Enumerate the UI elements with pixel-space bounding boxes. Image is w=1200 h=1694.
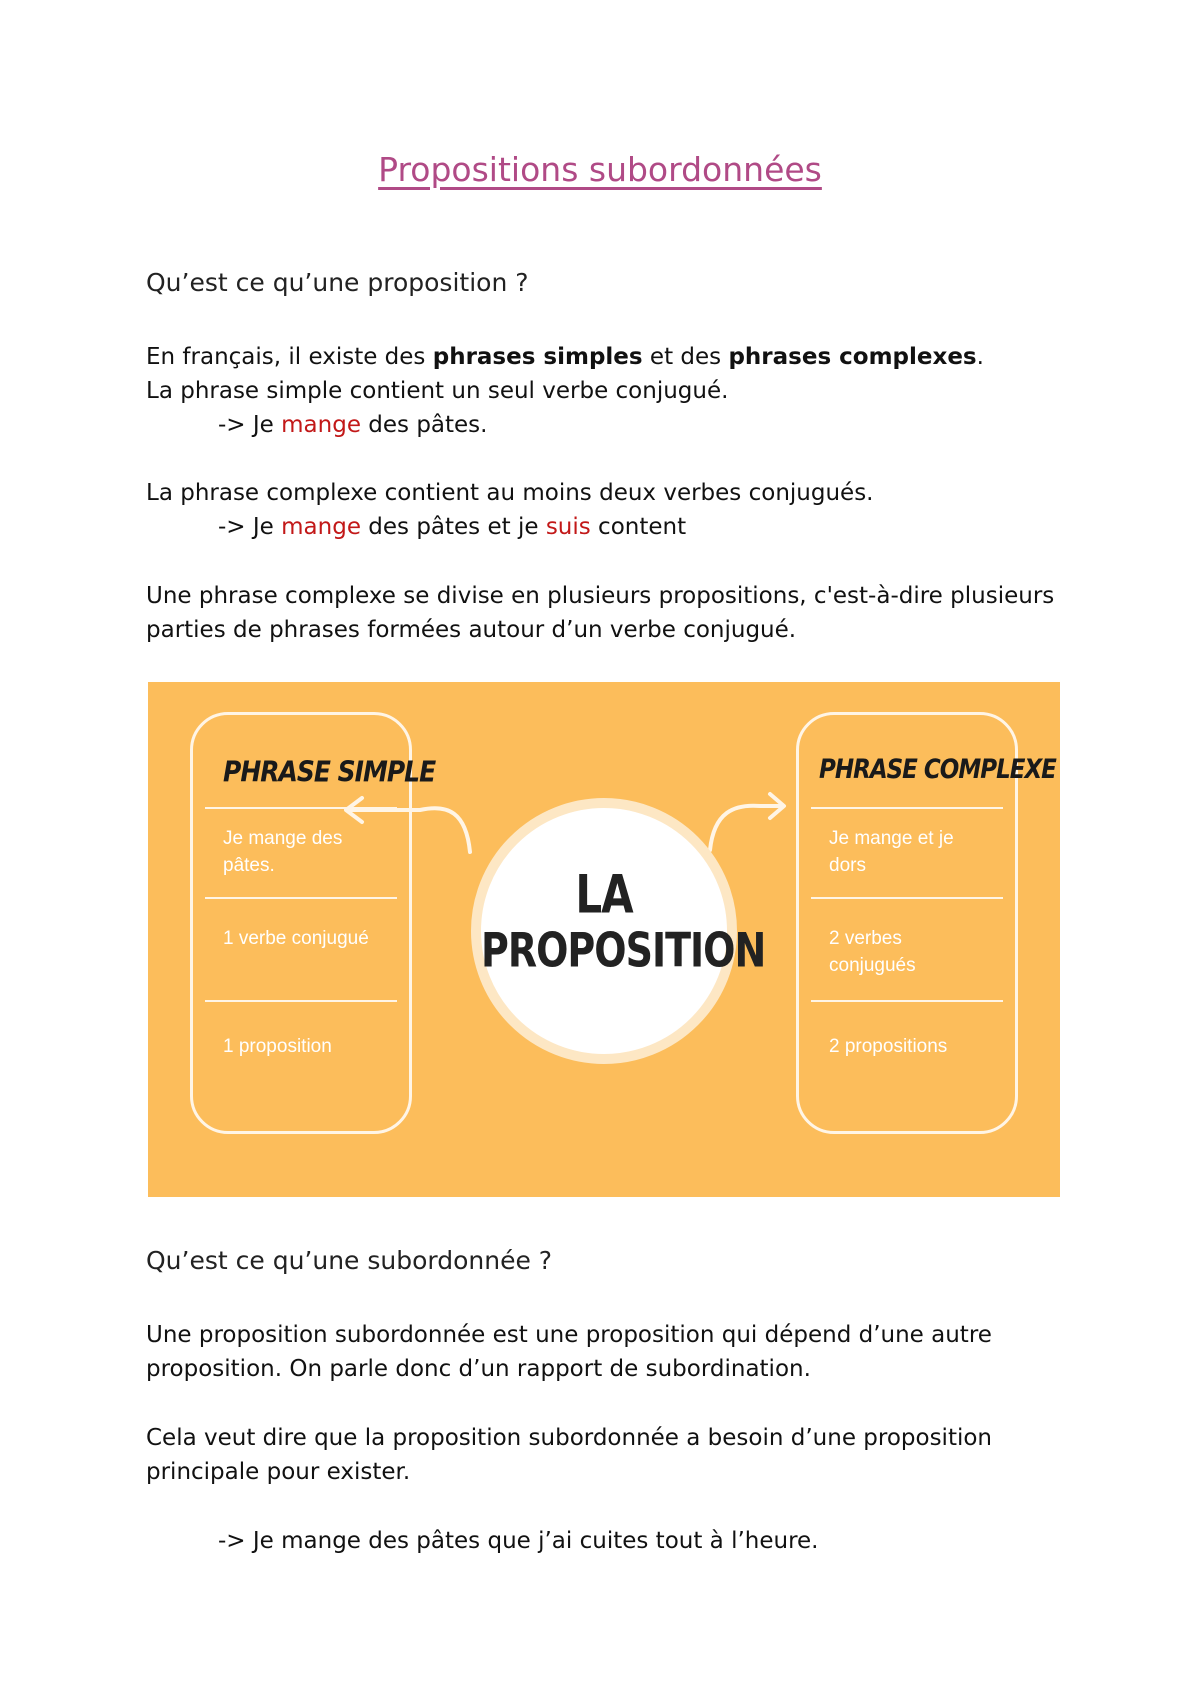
paragraph-subordonnee-def bbox=[146, 1318, 1066, 1386]
card-cell-propositions: 2 propositions bbox=[829, 1036, 948, 1057]
line: Cela veut dire que la proposition subordonnée a besoin d’une proposition bbox=[146, 1425, 993, 1451]
section-heading-subordonnee: Qu’est ce qu’une subordonnée ? bbox=[146, 1246, 553, 1275]
card-cell-propositions: 1 proposition bbox=[223, 1036, 332, 1057]
card-cell-verbs: 1 verbe conjugué bbox=[223, 928, 369, 949]
line: Une proposition subordonnée est une proposition qui dépend d’une autre bbox=[146, 1322, 992, 1348]
line: principale pour exister. bbox=[146, 1459, 411, 1485]
card-cell-verbs: 2 verbes conjugués bbox=[829, 928, 916, 976]
text: . bbox=[976, 344, 984, 370]
example-complexe bbox=[146, 510, 1066, 544]
card-title: PHRASE COMPLEXE bbox=[819, 755, 1056, 785]
text: des pâtes et je bbox=[360, 514, 546, 540]
divider bbox=[205, 1000, 397, 1002]
bold-phrases-simples: phrases simples bbox=[432, 344, 643, 370]
bold-phrases-complexes: phrases complexes bbox=[728, 344, 977, 370]
text: et des bbox=[642, 344, 729, 370]
text: -> Je bbox=[218, 412, 282, 438]
text: En français, il existe des bbox=[146, 344, 433, 370]
example-simple bbox=[146, 408, 1066, 442]
divider bbox=[205, 807, 397, 809]
line-phrase-complexe: La phrase complexe contient au moins deux verbes conjugués. bbox=[146, 480, 874, 506]
card-phrase-simple bbox=[190, 712, 436, 1134]
proposition-diagram bbox=[148, 682, 1060, 1197]
text: content bbox=[590, 514, 687, 540]
card-title: PHRASE SIMPLE bbox=[223, 755, 436, 789]
card-phrase-complexe bbox=[796, 712, 1056, 1134]
section-heading-proposition: Qu’est ce qu’une proposition ? bbox=[146, 268, 529, 297]
example-subordonnee: -> Je mange des pâtes que j’ai cuites tout à l’heure. bbox=[218, 1528, 819, 1554]
line-phrase-simple: La phrase simple contient un seul verbe conjugué. bbox=[146, 378, 729, 404]
divider bbox=[811, 807, 1003, 809]
line: Une phrase complexe se divise en plusieurs propositions, c'est-à-dire plusieurs bbox=[146, 583, 1055, 609]
paragraph-division bbox=[146, 579, 1066, 647]
center-circle bbox=[471, 798, 766, 1064]
line-phrases-types bbox=[146, 340, 1066, 374]
verb-highlight: mange bbox=[281, 514, 361, 540]
card-cell-example: Je mange et je dors bbox=[829, 828, 954, 876]
text: -> Je bbox=[218, 514, 282, 540]
paragraph-phrase-complexe bbox=[146, 476, 1066, 544]
paragraph-phrases bbox=[146, 340, 1066, 442]
verb-highlight: suis bbox=[545, 514, 591, 540]
paragraph-subordonnee-example bbox=[146, 1524, 1066, 1558]
page-title: Propositions subordonnées bbox=[378, 150, 822, 189]
divider bbox=[205, 897, 397, 899]
arrow-right-icon bbox=[710, 806, 782, 850]
line: proposition. On parle donc d’un rapport de subordination. bbox=[146, 1356, 811, 1382]
text: des pâtes. bbox=[360, 412, 488, 438]
center-title-line1: LA bbox=[575, 863, 633, 926]
line: parties de phrases formées autour d’un verbe conjugué. bbox=[146, 617, 797, 643]
card-cell-example: Je mange des pâtes. bbox=[223, 828, 343, 876]
divider bbox=[811, 1000, 1003, 1002]
verb-highlight: mange bbox=[281, 412, 361, 438]
divider bbox=[811, 897, 1003, 899]
center-title-line2: PROPOSITION bbox=[481, 922, 766, 978]
paragraph-subordonnee-besoin bbox=[146, 1421, 1066, 1489]
